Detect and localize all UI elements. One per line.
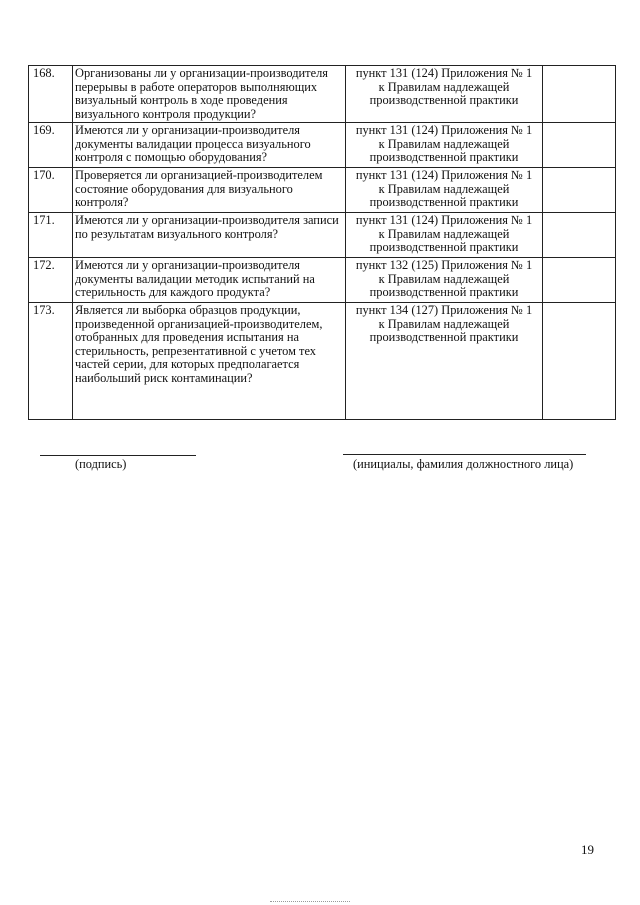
reference-line: производственной практики: [369, 150, 519, 165]
reference-line: к Правилам надлежащей: [378, 79, 510, 94]
row-question: Имеются ли у организации-производителя записи по результатам визуального контроля?: [73, 213, 346, 258]
reference-line: пункт 131 (124) Приложения № 1: [355, 213, 533, 227]
row-number: 170.: [29, 168, 73, 213]
row-number: 172.: [29, 258, 73, 303]
row-reference: [346, 168, 543, 213]
row-reference: [346, 213, 543, 258]
signature-caption: (подпись): [75, 457, 127, 471]
table-row: [29, 66, 616, 123]
row-question: Имеются ли у организации-производителя документы валидации процесса визуального контроля с помощью оборудования?: [73, 123, 346, 168]
reference-line: к Правилам надлежащей: [378, 136, 510, 151]
row-number: 173.: [29, 303, 73, 420]
page-number: 19: [581, 842, 594, 857]
row-reference: [346, 303, 543, 420]
reference-line: производственной практики: [369, 240, 519, 255]
reference-line: к Правилам надлежащей: [378, 271, 510, 286]
official-name-line: [343, 454, 586, 455]
row-question: Проверяется ли организацией-производителем состояние оборудования для визуального контроля?: [73, 168, 346, 213]
table-row: [29, 168, 616, 213]
table-row: [29, 213, 616, 258]
row-number: 171.: [29, 213, 73, 258]
reference-line: пункт 131 (124) Приложения № 1: [355, 66, 533, 80]
reference-line: производственной практики: [369, 195, 519, 210]
table-row: [29, 303, 616, 420]
official-name-caption: (инициалы, фамилия должностного лица): [353, 457, 574, 471]
reference-line: производственной практики: [369, 93, 519, 108]
reference-line: пункт 132 (125) Приложения № 1: [355, 258, 533, 272]
row-mark-cell: [543, 303, 616, 420]
row-mark-cell: [543, 258, 616, 303]
row-mark-cell: [543, 123, 616, 168]
reference-line: пункт 134 (127) Приложения № 1: [355, 303, 533, 317]
table-row: [29, 123, 616, 168]
row-reference: [346, 258, 543, 303]
row-number: 168.: [29, 66, 73, 123]
reference-line: к Правилам надлежащей: [378, 226, 510, 241]
row-question: Имеются ли у организации-производителя документы валидации методик испытаний на стерильность для каждого продукта?: [73, 258, 346, 303]
signature-line: [40, 455, 196, 456]
row-question: Организованы ли у организации-производителя перерывы в работе операторов выполняющих визуальный контроль в ходе проведения визуального контроля продукции?: [73, 66, 346, 123]
row-mark-cell: [543, 168, 616, 213]
scan-artifact: [270, 901, 350, 902]
table-row: [29, 258, 616, 303]
reference-line: пункт 131 (124) Приложения № 1: [355, 168, 533, 182]
row-question: Является ли выборка образцов продукции, произведенной организацией-производителем, отобранных для проведения испытания на стерильность, репрезентативной с учетом тех частей серии, для которых предполагается наибольший риск контаминации?: [73, 303, 346, 420]
row-reference: [346, 66, 543, 123]
row-number: 169.: [29, 123, 73, 168]
row-mark-cell: [543, 66, 616, 123]
reference-line: производственной практики: [369, 285, 519, 300]
row-mark-cell: [543, 213, 616, 258]
row-reference: [346, 123, 543, 168]
reference-line: производственной практики: [369, 330, 519, 345]
reference-line: к Правилам надлежащей: [378, 181, 510, 196]
reference-line: пункт 131 (124) Приложения № 1: [355, 123, 533, 137]
reference-line: к Правилам надлежащей: [378, 316, 510, 331]
checklist-table: [28, 65, 616, 420]
